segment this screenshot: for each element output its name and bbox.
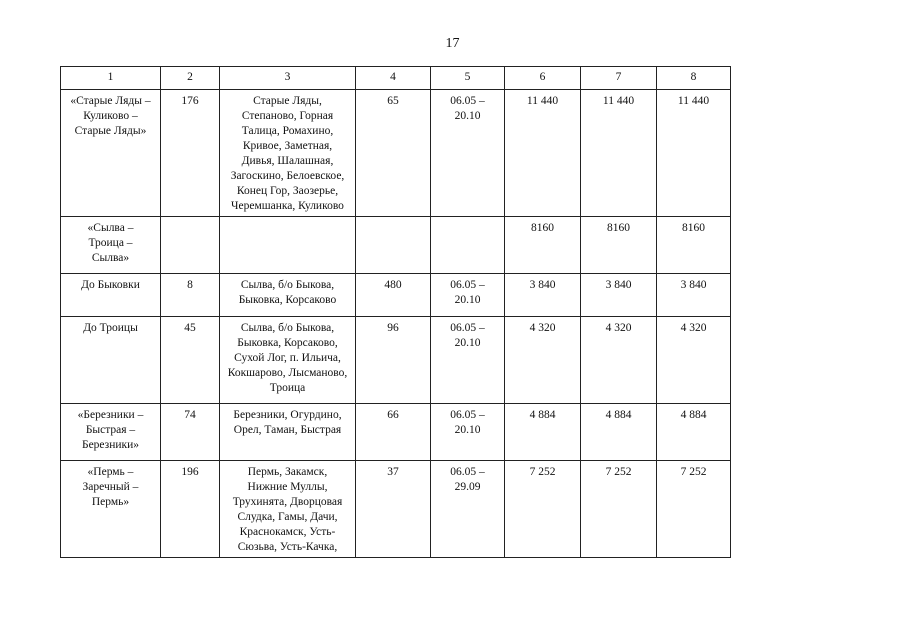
- stops-cell: Старые Ляды, Степаново, Горная Талица, Ромахино, Кривое, Заметная, Дивья, Шалашная, Загоскино, Белоевское, Конец Гор, Заозерье, Черемшанка, Куликово: [220, 90, 356, 217]
- col8-cell: 3 840: [657, 274, 731, 317]
- col6-cell: 4 884: [505, 404, 581, 461]
- col2-cell: 176: [161, 90, 220, 217]
- column-header-3: 3: [220, 67, 356, 90]
- col7-cell: 8160: [581, 217, 657, 274]
- column-header-2: 2: [161, 67, 220, 90]
- col7-cell: 7 252: [581, 461, 657, 558]
- period-cell: [431, 217, 505, 274]
- col7-cell: 4 320: [581, 317, 657, 404]
- col6-cell: 4 320: [505, 317, 581, 404]
- table-row: [61, 274, 731, 317]
- route-name-cell: «Березники – Быстрая – Березники»: [61, 404, 161, 461]
- header-row: [61, 67, 731, 90]
- col4-cell: 96: [356, 317, 431, 404]
- route-name-cell: «Пермь – Заречный – Пермь»: [61, 461, 161, 558]
- stops-cell: [220, 217, 356, 274]
- col8-cell: 8160: [657, 217, 731, 274]
- col4-cell: 66: [356, 404, 431, 461]
- column-header-5: 5: [431, 67, 505, 90]
- stops-cell: Сылва, б/о Быкова, Быковка, Корсаково: [220, 274, 356, 317]
- period-cell: 06.05 – 29.09: [431, 461, 505, 558]
- col8-cell: 7 252: [657, 461, 731, 558]
- col6-cell: 11 440: [505, 90, 581, 217]
- col7-cell: 3 840: [581, 274, 657, 317]
- column-header-7: 7: [581, 67, 657, 90]
- route-schedule-table: [60, 66, 731, 558]
- col2-cell: 8: [161, 274, 220, 317]
- col2-cell: 196: [161, 461, 220, 558]
- period-cell: 06.05 – 20.10: [431, 404, 505, 461]
- table-row: [61, 217, 731, 274]
- stops-cell: Сылва, б/о Быкова, Быковка, Корсаково, Сухой Лог, п. Ильича, Кокшарово, Лысманово, Троица: [220, 317, 356, 404]
- col6-cell: 7 252: [505, 461, 581, 558]
- table-row: [61, 90, 731, 217]
- route-name-cell: «Сылва – Троица – Сылва»: [61, 217, 161, 274]
- route-name-cell: «Старые Ляды – Куликово – Старые Ляды»: [61, 90, 161, 217]
- column-header-1: 1: [61, 67, 161, 90]
- col8-cell: 4 320: [657, 317, 731, 404]
- col2-cell: 74: [161, 404, 220, 461]
- col4-cell: 480: [356, 274, 431, 317]
- period-cell: 06.05 – 20.10: [431, 317, 505, 404]
- stops-cell: Березники, Огурдино, Орел, Таман, Быстрая: [220, 404, 356, 461]
- route-name-cell: До Быковки: [61, 274, 161, 317]
- table-row: [61, 461, 731, 558]
- period-cell: 06.05 – 20.10: [431, 90, 505, 217]
- column-header-4: 4: [356, 67, 431, 90]
- col4-cell: 37: [356, 461, 431, 558]
- col7-cell: 4 884: [581, 404, 657, 461]
- col2-cell: [161, 217, 220, 274]
- page-number: 17: [445, 36, 460, 51]
- col6-cell: 8160: [505, 217, 581, 274]
- route-name-cell: До Троицы: [61, 317, 161, 404]
- col4-cell: 65: [356, 90, 431, 217]
- table-row: [61, 317, 731, 404]
- col6-cell: 3 840: [505, 274, 581, 317]
- col2-cell: 45: [161, 317, 220, 404]
- col7-cell: 11 440: [581, 90, 657, 217]
- col4-cell: [356, 217, 431, 274]
- stops-cell: Пермь, Закамск, Нижние Муллы, Трухинята, Дворцовая Слудка, Гамы, Дачи, Краснокамск, Усть- Сюзьва, Усть-Качка,: [220, 461, 356, 558]
- col8-cell: 4 884: [657, 404, 731, 461]
- table-row: [61, 404, 731, 461]
- period-cell: 06.05 – 20.10: [431, 274, 505, 317]
- col8-cell: 11 440: [657, 90, 731, 217]
- column-header-8: 8: [657, 67, 731, 90]
- column-header-6: 6: [505, 67, 581, 90]
